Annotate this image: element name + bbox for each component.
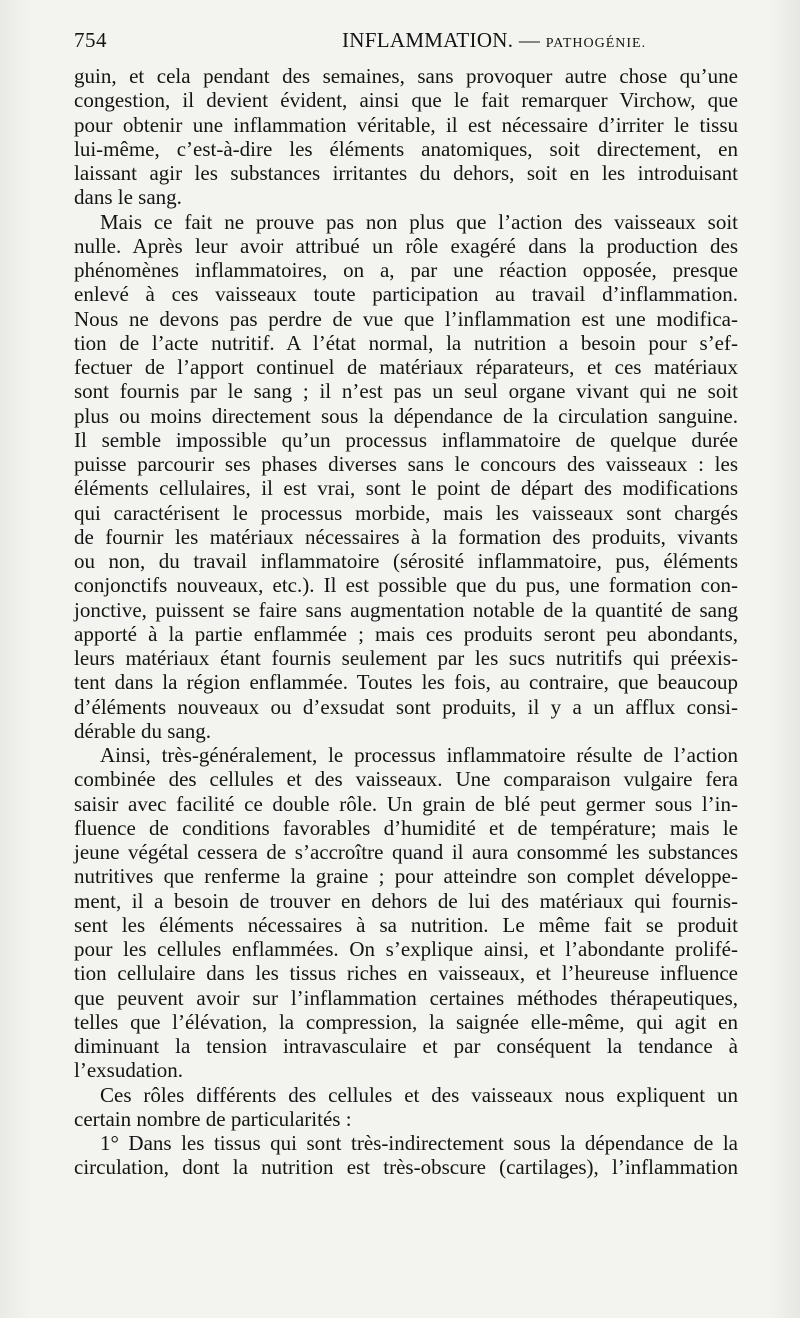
body-text (74, 64, 738, 1180)
running-header (74, 28, 738, 56)
text-line: plus ou moins directement sous la dépendance de la circulation sanguine. (74, 403, 738, 428)
text-line: phénomènes inflammatoires, on a, par une réaction opposée, presque (74, 258, 738, 282)
text-line: congestion, il devient évident, ainsi que le fait remarquer Virchow, que (74, 88, 738, 113)
text-line: lui-même, c’est-à-dire les éléments anatomiques, soit directement, en (74, 136, 738, 161)
text-line: pour obtenir une inflammation véritable, il est nécessaire d’irriter le tissu (74, 112, 738, 137)
text-line: 1° Dans les tissus qui sont très-indirectement sous la dépendance de la (100, 1131, 738, 1155)
text-line: tion de l’acte nutritif. A l’état normal, la nutrition a besoin pour s’ef- (74, 330, 738, 355)
text-line: circulation, dont la nutrition est très-obscure (cartilages), l’inflammation (74, 1155, 738, 1180)
text-line: enlevé à ces vaisseaux toute participation au travail d’inflammation. (74, 282, 738, 307)
section-subtitle: PATHOGÉNIE. (545, 36, 647, 51)
text-line: leurs matériaux étant fournis seulement par les sucs nutritifs qui préexis- (74, 646, 738, 670)
text-line: éléments cellulaires, il est vrai, sont le point de départ des modifications (74, 476, 738, 501)
text-line: diminuant la tension intravasculaire et par conséquent la tendance à (74, 1034, 738, 1058)
text-line: tent dans la région enflammée. Toutes les fois, au contraire, que beaucoup (74, 670, 738, 695)
text-line: Il semble impossible qu’un processus inflammatoire de quelque durée (74, 427, 738, 452)
text-line: d’éléments nouveaux ou d’exsudat sont produits, il y a un afflux consi- (74, 694, 738, 719)
text-line: nulle. Après leur avoir attribué un rôle exagéré dans la production des (74, 233, 738, 258)
text-line: Mais ce fait ne prouve pas non plus que l’action des vaisseaux soit (100, 209, 738, 234)
title-dash: — (518, 28, 541, 52)
text-line: pour les cellules enflammées. On s’explique ainsi, et l’abondante prolifé- (74, 937, 738, 961)
text-line: telles que l’élévation, la compression, la saignée elle-même, qui agit en (74, 1009, 738, 1034)
text-line: certain nombre de particularités : (74, 1106, 352, 1131)
text-line: fluence de conditions favorables d’humidité et de température; mais le (74, 815, 738, 840)
text-line: fectuer de l’apport continuel de matériaux réparateurs, et ces matériaux (74, 355, 738, 379)
text-line: Nous ne devons pas perdre de vue que l’inflammation est une modifica- (74, 306, 738, 331)
text-line: nutritives que renferme la graine ; pour atteindre son complet développe- (74, 864, 738, 889)
text-line: conjonctifs nouveaux, etc.). Il est possible que du pus, une formation con- (74, 573, 738, 598)
text-line: combinée des cellules et des vaisseaux. Une comparaison vulgaire fera (74, 767, 738, 792)
text-line: saisir avec facilité ce double rôle. Un grain de blé peut germer sous l’in- (74, 791, 738, 816)
text-line: ou non, du travail inflammatoire (sérosité inflammatoire, pus, éléments (74, 549, 738, 573)
text-line: de fournir les matériaux nécessaires à la formation des produits, vivants (74, 524, 738, 549)
text-line: dans le sang. (74, 185, 182, 210)
text-line: tion cellulaire dans les tissus riches en vaisseaux, et l’heureuse influence (74, 961, 738, 986)
text-line: Ainsi, très-généralement, le processus inflammatoire résulte de l’action (100, 743, 738, 767)
text-line: Ces rôles différents des cellules et des vaisseaux nous expliquent un (100, 1082, 738, 1107)
text-line: jeune végétal cessera de s’accroître quand il aura consommé les substances (74, 840, 738, 864)
text-line: sent les éléments nécessaires à sa nutrition. Le même fait se produit (74, 912, 738, 937)
text-line: que peuvent avoir sur l’inflammation certaines méthodes thérapeutiques, (74, 985, 738, 1010)
text-line: apporté à la partie enflammée ; mais ces produits seront peu abondants, (74, 621, 738, 646)
running-title (342, 28, 646, 53)
text-line: l’exsudation. (74, 1058, 184, 1083)
text-line: guin, et cela pendant des semaines, sans provoquer autre chose qu’une (74, 64, 738, 88)
text-line: puisse parcourir ses phases diverses sans le concours des vaisseaux : les (74, 452, 738, 476)
chapter-title: INFLAMMATION. (342, 28, 514, 52)
text-line: jonctive, puissent se faire sans augmentation notable de la quantité de sang (74, 597, 738, 622)
text-line: sont fournis par le sang ; il n’est pas un seul organe vivant qui ne soit (74, 379, 738, 404)
page-number: 754 (74, 28, 107, 52)
text-line: dérable du sang. (74, 718, 212, 743)
text-line: ment, il a besoin de trouver en dehors de lui des matériaux qui fournis- (74, 888, 738, 913)
text-line: qui caractérisent le processus morbide, mais les vaisseaux sont chargés (74, 500, 738, 525)
text-line: laissant agir les substances irritantes du dehors, soit en les introduisant (74, 161, 738, 185)
